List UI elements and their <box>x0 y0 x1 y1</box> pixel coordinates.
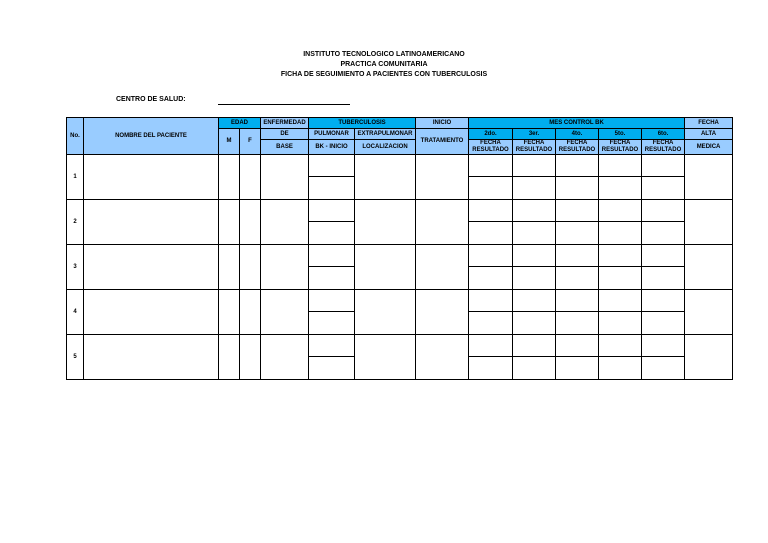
cell-pulmonar[interactable] <box>309 290 355 312</box>
cell-fecha-4to[interactable] <box>556 155 599 177</box>
cell-resultado-5to[interactable] <box>599 312 642 335</box>
cell-fecha-5to[interactable] <box>599 245 642 267</box>
cell-fecha-2do[interactable] <box>469 245 513 267</box>
table-row <box>67 290 733 312</box>
header-fecha-alta-1: FECHA <box>685 118 733 129</box>
cell-resultado-2do[interactable] <box>469 357 513 380</box>
header-enfermedad-de: DE <box>261 129 309 140</box>
cell-bk-inicio[interactable] <box>309 267 355 290</box>
cell-m[interactable] <box>219 200 240 245</box>
header-m: M <box>219 129 240 155</box>
row-number: 4 <box>67 290 84 335</box>
header-month-5to: 5to. <box>599 129 642 140</box>
cell-enfermedad[interactable] <box>261 155 309 200</box>
cell-resultado-3er[interactable] <box>513 177 556 200</box>
cell-fecha-6to[interactable] <box>642 200 685 222</box>
cell-fecha-3er[interactable] <box>513 245 556 267</box>
cell-fecha-alta[interactable] <box>685 290 733 335</box>
header-fecha-alta-3: MEDICA <box>685 140 733 155</box>
cell-m[interactable] <box>219 335 240 380</box>
cell-resultado-2do[interactable] <box>469 222 513 245</box>
cell-resultado-3er[interactable] <box>513 312 556 335</box>
cell-resultado-3er[interactable] <box>513 267 556 290</box>
cell-resultado-4to[interactable] <box>556 312 599 335</box>
table-row <box>67 200 733 222</box>
header-bk-inicio: BK - INICIO <box>309 140 355 155</box>
cell-pulmonar[interactable] <box>309 245 355 267</box>
cell-m[interactable] <box>219 155 240 200</box>
header-fecha-resultado-5to: FECHA RESULTADO <box>599 140 642 155</box>
cell-inicio-tratamiento[interactable] <box>416 200 469 245</box>
cell-nombre[interactable] <box>84 245 219 290</box>
cell-inicio-tratamiento[interactable] <box>416 245 469 290</box>
cell-resultado-4to[interactable] <box>556 357 599 380</box>
cell-enfermedad[interactable] <box>261 335 309 380</box>
cell-extrapulmonar[interactable] <box>355 335 416 380</box>
header-enfermedad-base: BASE <box>261 140 309 155</box>
cell-inicio-tratamiento[interactable] <box>416 335 469 380</box>
cell-resultado-5to[interactable] <box>599 267 642 290</box>
header-month-6to: 6to. <box>642 129 685 140</box>
centro-de-salud-field[interactable] <box>218 104 350 105</box>
cell-fecha-alta[interactable] <box>685 155 733 200</box>
cell-resultado-3er[interactable] <box>513 222 556 245</box>
cell-resultado-6to[interactable] <box>642 267 685 290</box>
cell-extrapulmonar[interactable] <box>355 245 416 290</box>
row-number: 2 <box>67 200 84 245</box>
cell-extrapulmonar[interactable] <box>355 290 416 335</box>
header-month-2do: 2do. <box>469 129 513 140</box>
patient-tracking-table <box>66 117 733 380</box>
header-fecha-resultado-3er: FECHA RESULTADO <box>513 140 556 155</box>
cell-bk-inicio[interactable] <box>309 357 355 380</box>
table-row <box>67 155 733 177</box>
cell-resultado-4to[interactable] <box>556 267 599 290</box>
cell-fecha-2do[interactable] <box>469 155 513 177</box>
cell-bk-inicio[interactable] <box>309 312 355 335</box>
header-enfermedad: ENFERMEDAD <box>261 118 309 129</box>
cell-fecha-4to[interactable] <box>556 245 599 267</box>
cell-extrapulmonar[interactable] <box>355 155 416 200</box>
cell-nombre[interactable] <box>84 200 219 245</box>
cell-f[interactable] <box>240 200 261 245</box>
table-row <box>67 245 733 267</box>
header-tratamiento: TRATAMIENTO <box>416 129 469 155</box>
cell-resultado-4to[interactable] <box>556 177 599 200</box>
cell-pulmonar[interactable] <box>309 155 355 177</box>
header-no: No. <box>67 118 84 155</box>
cell-f[interactable] <box>240 335 261 380</box>
cell-fecha-alta[interactable] <box>685 335 733 380</box>
cell-bk-inicio[interactable] <box>309 222 355 245</box>
cell-f[interactable] <box>240 245 261 290</box>
cell-resultado-2do[interactable] <box>469 312 513 335</box>
form-title: FICHA DE SEGUIMIENTO A PACIENTES CON TUBERCULOSIS <box>280 71 488 78</box>
row-number: 3 <box>67 245 84 290</box>
header-edad: EDAD <box>219 118 261 129</box>
cell-bk-inicio[interactable] <box>309 177 355 200</box>
header-tuberculosis: TUBERCULOSIS <box>309 118 416 129</box>
cell-fecha-3er[interactable] <box>513 290 556 312</box>
row-number: 5 <box>67 335 84 380</box>
cell-resultado-6to[interactable] <box>642 312 685 335</box>
cell-fecha-6to[interactable] <box>642 335 685 357</box>
cell-fecha-4to[interactable] <box>556 335 599 357</box>
header-localizacion: LOCALIZACION <box>355 140 416 155</box>
cell-enfermedad[interactable] <box>261 245 309 290</box>
institution-title: INSTITUTO TECNOLOGICO LATINOAMERICANO <box>303 51 465 58</box>
cell-resultado-6to[interactable] <box>642 222 685 245</box>
cell-resultado-4to[interactable] <box>556 222 599 245</box>
cell-nombre[interactable] <box>84 155 219 200</box>
cell-fecha-6to[interactable] <box>642 290 685 312</box>
document-header <box>0 50 768 80</box>
header-fecha-resultado-6to: FECHA RESULTADO <box>642 140 685 155</box>
cell-fecha-2do[interactable] <box>469 335 513 357</box>
header-f: F <box>240 129 261 155</box>
cell-fecha-5to[interactable] <box>599 290 642 312</box>
cell-resultado-6to[interactable] <box>642 357 685 380</box>
cell-fecha-3er[interactable] <box>513 335 556 357</box>
cell-nombre[interactable] <box>84 290 219 335</box>
cell-inicio-tratamiento[interactable] <box>416 290 469 335</box>
cell-fecha-6to[interactable] <box>642 155 685 177</box>
cell-fecha-2do[interactable] <box>469 290 513 312</box>
header-pulmonar: PULMONAR <box>309 129 355 140</box>
cell-inicio-tratamiento[interactable] <box>416 155 469 200</box>
cell-f[interactable] <box>240 155 261 200</box>
header-mes-control-bk: MES CONTROL BK <box>469 118 685 129</box>
cell-nombre[interactable] <box>84 335 219 380</box>
cell-fecha-3er[interactable] <box>513 155 556 177</box>
header-nombre-paciente: NOMBRE DEL PACIENTE <box>84 118 219 155</box>
cell-fecha-4to[interactable] <box>556 290 599 312</box>
cell-resultado-2do[interactable] <box>469 267 513 290</box>
table-row <box>67 335 733 357</box>
cell-fecha-5to[interactable] <box>599 155 642 177</box>
cell-enfermedad[interactable] <box>261 200 309 245</box>
header-fecha-alta-2: ALTA <box>685 129 733 140</box>
cell-f[interactable] <box>240 290 261 335</box>
cell-resultado-5to[interactable] <box>599 357 642 380</box>
cell-resultado-5to[interactable] <box>599 222 642 245</box>
header-fecha-resultado-2do: FECHA RESULTADO <box>469 140 513 155</box>
cell-m[interactable] <box>219 290 240 335</box>
cell-resultado-2do[interactable] <box>469 177 513 200</box>
cell-pulmonar[interactable] <box>309 335 355 357</box>
cell-fecha-5to[interactable] <box>599 335 642 357</box>
header-fecha-resultado-4to: FECHA RESULTADO <box>556 140 599 155</box>
cell-fecha-2do[interactable] <box>469 200 513 222</box>
cell-fecha-alta[interactable] <box>685 200 733 245</box>
cell-fecha-5to[interactable] <box>599 200 642 222</box>
cell-fecha-4to[interactable] <box>556 200 599 222</box>
cell-enfermedad[interactable] <box>261 290 309 335</box>
cell-m[interactable] <box>219 245 240 290</box>
cell-fecha-6to[interactable] <box>642 245 685 267</box>
header-inicio: INICIO <box>416 118 469 129</box>
cell-resultado-3er[interactable] <box>513 357 556 380</box>
cell-extrapulmonar[interactable] <box>355 200 416 245</box>
cell-resultado-6to[interactable] <box>642 177 685 200</box>
cell-resultado-5to[interactable] <box>599 177 642 200</box>
cell-fecha-3er[interactable] <box>513 200 556 222</box>
header-extrapulmonar: EXTRAPULMONAR <box>355 129 416 140</box>
header-month-4to: 4to. <box>556 129 599 140</box>
cell-pulmonar[interactable] <box>309 200 355 222</box>
program-title: PRACTICA COMUNITARIA <box>340 61 428 68</box>
cell-fecha-alta[interactable] <box>685 245 733 290</box>
row-number: 1 <box>67 155 84 200</box>
centro-de-salud-label: CENTRO DE SALUD: <box>116 96 186 103</box>
header-month-3er: 3er. <box>513 129 556 140</box>
